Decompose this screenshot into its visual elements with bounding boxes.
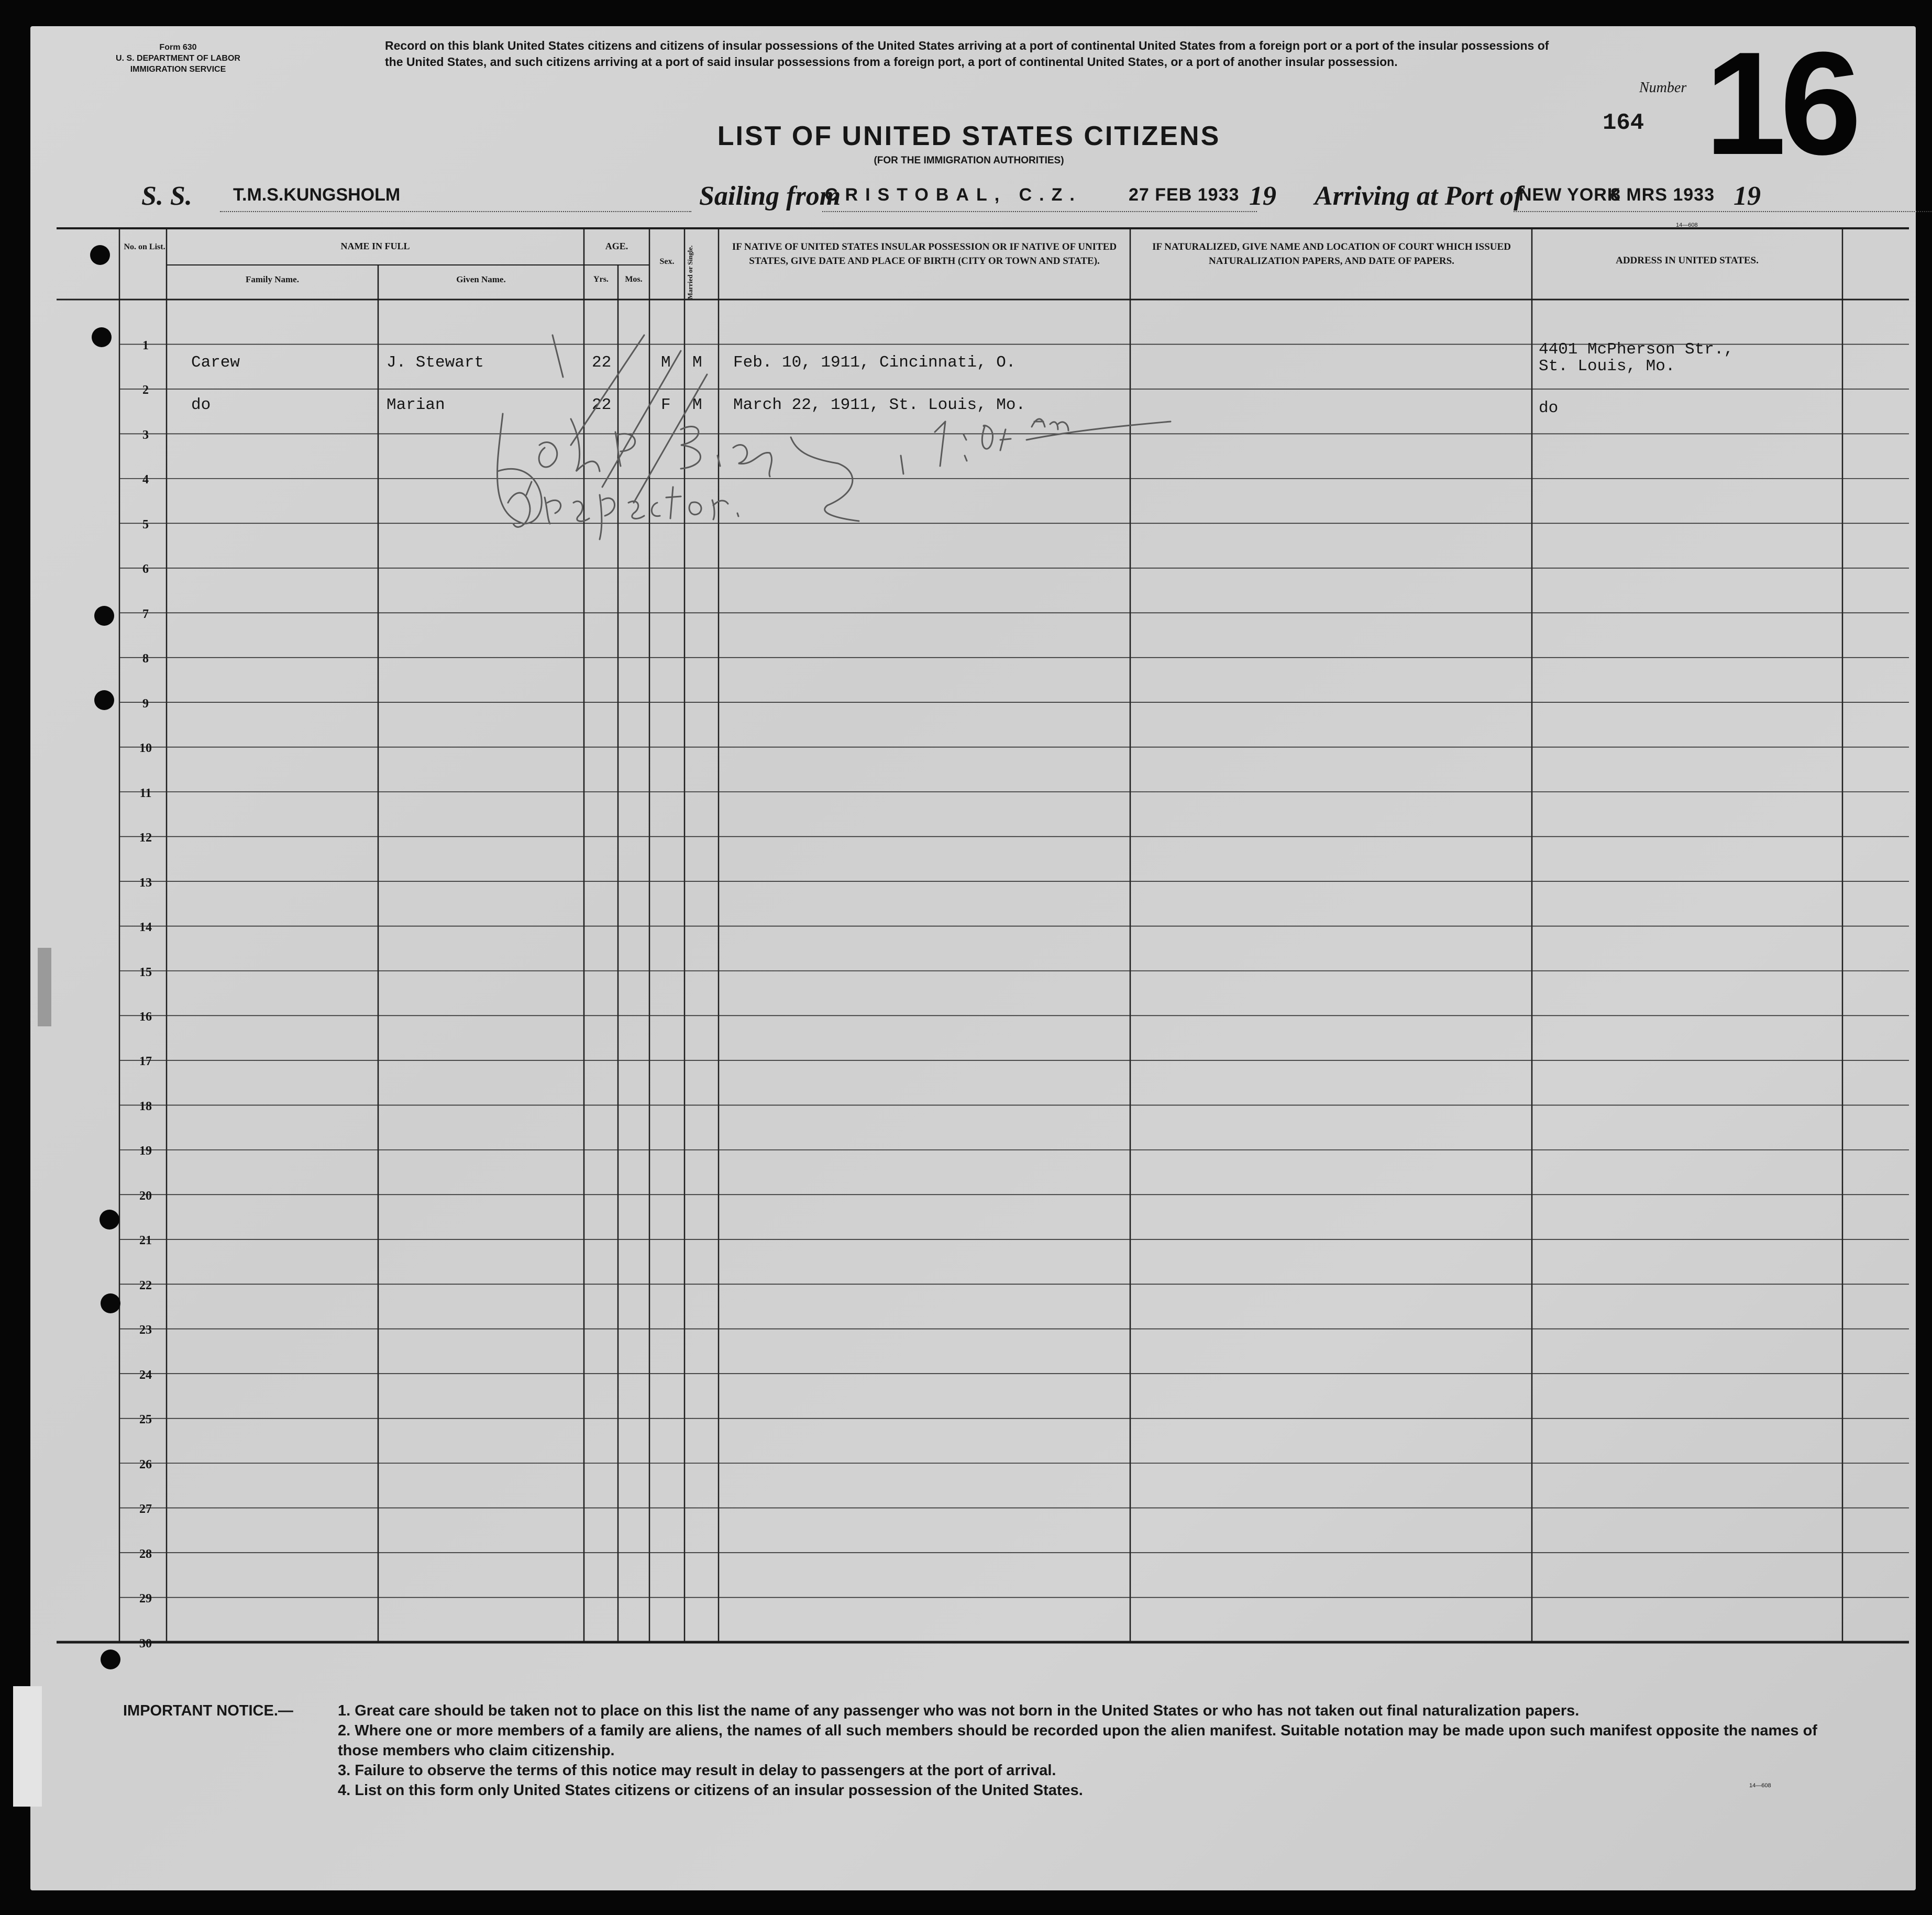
header-birth: IF NATIVE OF UNITED STATES INSULAR POSSESSION OR IF NATIVE OF UNITED STATES, GIVE DATE AND PLACE OF BIRTH (CITY OR TOWN AND STATE). [732, 241, 1117, 267]
sheet-number: 16 [1705, 22, 1856, 185]
service-name: IMMIGRATION SERVICE [130, 65, 226, 74]
header-married-single: Married or Single. [686, 245, 694, 300]
family-name-row-2: do [191, 396, 211, 414]
ss-label: S. S. [141, 181, 192, 211]
row-number: 19 [139, 1144, 152, 1158]
punch-hole [92, 327, 112, 347]
punch-hole [90, 245, 110, 265]
punch-hole [101, 1293, 120, 1313]
row-number: 20 [139, 1189, 152, 1203]
age-years-row-1: 22 [592, 353, 612, 372]
marital-status-row-1: M [692, 353, 702, 372]
year-label-2: 19 [1734, 181, 1761, 211]
sex-row-2: F [661, 396, 671, 414]
row-number: 1 [142, 339, 149, 352]
row-number: 3 [142, 428, 149, 442]
row-number: 30 [139, 1636, 152, 1651]
row-number: 29 [139, 1592, 152, 1606]
form-number: Form 630 [159, 43, 197, 52]
given-name-row-2: Marian [387, 396, 445, 414]
row-number: 17 [139, 1055, 152, 1069]
punch-hole [94, 690, 114, 710]
row-number: 15 [139, 965, 152, 979]
row-number: 4 [142, 473, 149, 487]
given-name-row-1: J. Stewart [387, 353, 484, 372]
header-family-name: Family Name. [246, 274, 299, 284]
department-name: U. S. DEPARTMENT OF LABOR [116, 54, 240, 63]
header-age: AGE. [605, 241, 628, 251]
print-code-bottom: 14—608 [1749, 1783, 1771, 1789]
row-number: 21 [139, 1234, 152, 1248]
torn-edge [13, 1686, 42, 1807]
punch-hole [100, 1210, 119, 1230]
notice-item-3: 3. Failure to observe the terms of this notice may result in delay to passengers at the port of arrival. [338, 1762, 1056, 1779]
birth-row-1: Feb. 10, 1911, Cincinnati, O. [733, 353, 1016, 372]
header-naturalized: IF NATURALIZED, GIVE NAME AND LOCATION OF COURT WHICH ISSUED NATURALIZATION PAPERS, AND DATE OF PAPERS. [1152, 241, 1511, 267]
punch-hole [94, 606, 114, 626]
notice-item-1: 1. Great care should be taken not to place on this list the name of any passenger who was not born in the United States or who has not taken out final naturalization papers. [338, 1702, 1580, 1719]
row-number: 14 [139, 921, 152, 935]
row-number: 7 [142, 607, 149, 621]
row-number: 13 [139, 876, 152, 890]
sailing-from-label: Sailing from [699, 181, 841, 211]
row-number: 12 [139, 831, 152, 845]
row-number: 24 [139, 1368, 152, 1382]
page-number: 164 [1603, 110, 1644, 136]
row-number: 9 [142, 696, 149, 711]
departure-port: CRISTOBAL, C.Z. [825, 185, 1082, 205]
address-row-2: do [1539, 399, 1559, 417]
ship-name: T.M.S.KUNGSHOLM [233, 185, 401, 205]
row-number: 27 [139, 1502, 152, 1516]
row-number: 2 [142, 383, 149, 397]
row-number: 28 [139, 1547, 152, 1561]
row-number: 22 [139, 1278, 152, 1292]
punch-hole [101, 1650, 120, 1669]
header-address: ADDRESS IN UNITED STATES. [1616, 255, 1759, 266]
notice-item-4: 4. List on this form only United States citizens or citizens of an insular possession of the United States. [338, 1782, 1083, 1799]
notice-item-2: 2. Where one or more members of a family are aliens, the names of all such members should be recorded upon the alien manifest. Suitable notation may be made upon such manifest opposite the names of those members who claim citizenship. [338, 1722, 1817, 1759]
row-number: 6 [142, 562, 149, 577]
header-name-in-full: NAME IN FULL [340, 241, 410, 251]
intro-instructions: Record on this blank United States citizens and citizens of insular possessions of the United States arriving at a port of continental United States from a foreign port or a port of the insular possessions of the United States, and such citizens arriving at a port of said insular possessions from a foreign port, a port of continental United States, or a port of another insular possession. [385, 39, 1549, 69]
row-number: 5 [142, 517, 149, 532]
notice-lead: IMPORTANT NOTICE.— [123, 1702, 293, 1719]
torn-edge [38, 948, 51, 1026]
marital-status-row-2: M [692, 396, 702, 414]
address-row-1-line-2: St. Louis, Mo. [1539, 357, 1675, 375]
family-name-row-1: Carew [191, 353, 240, 372]
print-code-top: 14—608 [1676, 222, 1698, 228]
header-yrs: Yrs. [593, 275, 609, 284]
row-number: 8 [142, 652, 149, 666]
header-sex: Sex. [659, 257, 675, 266]
row-number: 18 [139, 1099, 152, 1113]
row-number: 26 [139, 1457, 152, 1471]
departure-date: 27 FEB 1933 [1129, 185, 1240, 205]
row-number: 11 [139, 786, 152, 800]
page-subtitle: (FOR THE IMMIGRATION AUTHORITIES) [874, 155, 1064, 166]
row-number: 16 [139, 1010, 152, 1024]
address-row-1-line-1: 4401 McPherson Str., [1539, 340, 1734, 359]
age-years-row-2: 22 [592, 396, 612, 414]
row-number: 25 [139, 1413, 152, 1427]
number-label: Number [1639, 80, 1687, 96]
row-number: 23 [139, 1323, 152, 1337]
sex-row-1: M [661, 353, 671, 372]
header-given-name: Given Name. [456, 274, 506, 284]
inspector-signature [461, 314, 1184, 560]
arrival-port: NEW YORK [1519, 185, 1621, 205]
row-number: 10 [139, 741, 152, 756]
arriving-label: Arriving at Port of [1315, 181, 1523, 211]
birth-row-2: March 22, 1911, St. Louis, Mo. [733, 396, 1026, 414]
arrival-date: 8 MRS 1933 [1610, 185, 1715, 205]
page-title: LIST OF UNITED STATES CITIZENS [717, 121, 1221, 151]
header-no-on-list: No. on List. [124, 242, 165, 251]
year-label: 19 [1249, 181, 1276, 211]
header-mos: Mos. [625, 275, 643, 284]
